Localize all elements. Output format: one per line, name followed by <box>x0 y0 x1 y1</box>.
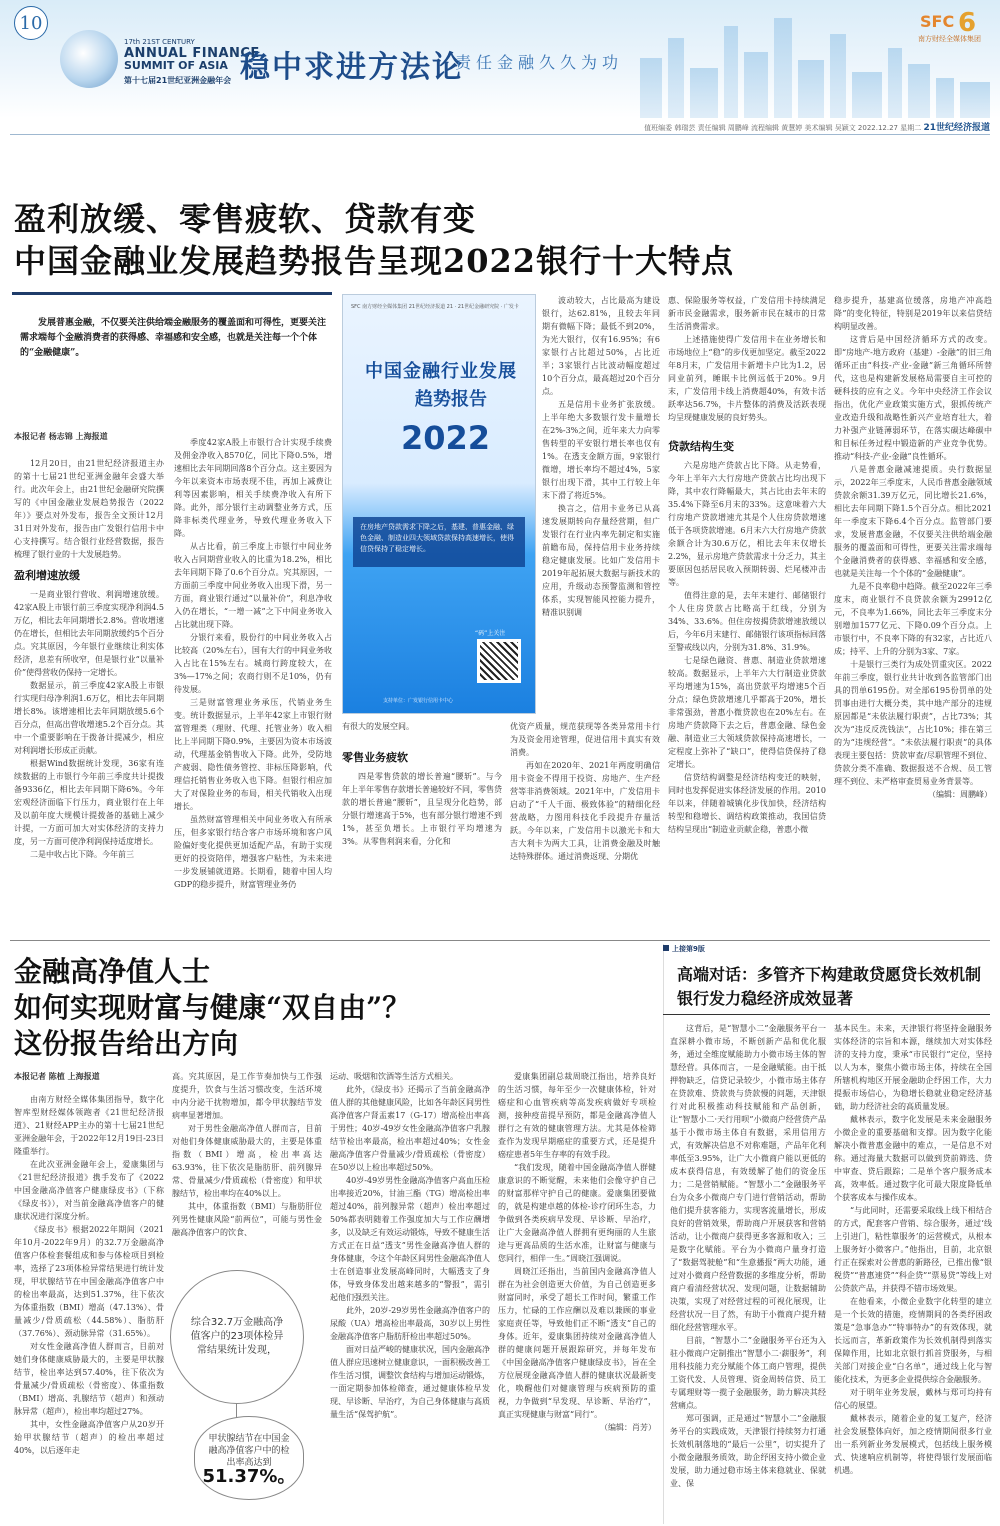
paragraph: 12月20日，由21世纪经济报道主办的第十七届21世纪亚洲金融年会盛大举行。此次年会上，由21世纪金融研究院撰写的《中国金融业发展趋势报告（2022年）》要点对外发布，报告全文预计12月31日对外发布，报告由广发银行信用卡中心支持撰写。结合银行业经营数据，报告梳理了银行业的十大发展趋势。 <box>14 459 164 559</box>
paragraph: 基本民生。未来，天津银行将坚持金融服务实体经济的宗旨和本源，继续加大对实体经济的支持力度，秉承“市民银行”定位，坚持以人为本，聚焦小微市场主体，持续在全国所辖机构地区开展金融助企纾困工作，大力提振市场信心，为稳增长稳就业稳定经济基础，助力经济社会的高质量发展。 <box>834 1024 992 1111</box>
article2-headline-line1: 金融高净值人士 <box>14 955 211 988</box>
paragraph: 二是中收占比下降。今年前三 <box>30 850 134 859</box>
conference-subname: SUMMIT OF ASIA <box>124 59 228 72</box>
paragraph: 面对日益严峻的健康状况，国内金融高净值人群应迅速树立健康意识，一面积极改善工作生活习惯，调整饮食结构与增加运动锻炼，一面定期参加体检筛查，通过健康体检早发现、早诊断、早治疗，为自己身体健康与高质量生活“保驾护航”。 <box>330 1345 490 1419</box>
paragraph: 戴林表示，随着企业的复工复产，经济社会发展整体向好，加之疫情期间很多行业出一系列新业务发展模式，包括线上服务模式、快速响应机制等，将使得银行发展面临机遇。 <box>834 1414 992 1475</box>
article1-headline-line2: 中国金融业发展趋势报告呈现2022银行十大特点 <box>14 242 735 280</box>
paragraph: 对于明年业务发展，戴林与郑可均持有信心的展望。 <box>834 1388 992 1410</box>
article1-byline: 本报记者 杨志锦 上海报道 <box>14 432 108 441</box>
paragraph: 波动较大，占比最高为建设银行，达62.81%，且较去年同期有微幅下降；最低不到20%，为光大银行，仅有16.95%；有6家银行占比超过50%，占比近半；3家银行占比波动幅度超过10个百分点，最高超过20个百分点。 <box>542 296 660 396</box>
article1-headline-line1: 盈利放缓、零售疲软、贷款有变 <box>14 200 477 238</box>
paragraph: 其中，女性金融高净值客户从20岁开始甲状腺结节（超声）的检出率超过40%，以后逐年走 <box>14 1420 164 1455</box>
paragraph: 这背后，是“智慧小二”金融服务平台一直深耕小微市场，不断创新产品和优化服务，通过全维度赋能助力小微市场主体的智慧经营。具体而言，一是金融赋能。由于抵押物缺乏，信贷记录较少，小微市场主体存在贷款难、贷款贵与贷款慢的问题，天津银行对此积极推动科技赋能和产品创新，让“智慧小二·天行用呗”小微商户经营贷产品基于小微市场主体自有数据，采用信用方式，有效解决信息不对称难题，产品年化利率低至3.95%，让广大小微商户能以更低的成本获得信息，有效缓解了他们的资金压力；二是营销赋能。“智慧小二”金融服务平台为众多小微商户专门进行营销活动，帮助他们提升获客能力，实现客流量增长，形成良好的营销效果，帮助商户开展获客和营销活动，让小微商户获得更多客源和收入；三是数字化赋能。平台为小微商户量身打造了“数据驾驶舱”和“生意播报”两大功能，通过对小微商户经营数据的多维度分析，帮助商户看清经营状况、发现问题，让数据辅助决策，实现了对经营过程的可视化展现，让经营状况一目了然，有助于小微商户提升精细化经营管理水平。 <box>670 1024 826 1332</box>
article1-subhead-loans: 贷款结构生变 <box>668 440 734 453</box>
article2-headline-line3: 这份报告给出方向 <box>14 1027 239 1060</box>
paragraph: 值得注意的是，去年末建行、邮储银行个人住房贷款占比略高于红线，分别为34%、33.6%。但住房按揭贷款增速放缓以后，今年6月末建行、邮储银行该项指标回落至警戒线以内，分别为31.8%、31.9%。 <box>668 591 826 652</box>
paragraph: 虽然财富管理相关中间业务收入有所承压，但多家银行结合客户市场环境和客户风险偏好变化提供更加适配产品，有助于实现更好的投资陪伴，增强客户粘性，为未来进一步发展铺就道路。长期看，随着中国人均GDP的稳步提升，财富管理业务仍 <box>174 815 332 889</box>
paragraph: 信贷结构调整是经济结构变迁的映射，同时也发挥促进实体经济发展的作用。2010年以来，伴随着城镇化步伐加快，经济结构转型和稳增长、调结构政策推动，我国信贷结构呈现出“制造业贡献企稳，普惠小微 <box>668 773 826 834</box>
page-number: 10 <box>14 6 48 40</box>
article1-column-7 <box>834 294 992 926</box>
paragraph: 戴林表示，数字化发展是未来金融服务小微企业的重要基础和支撑。因为数字化能解决小微普惠金融中的难点，一是信息不对称。通过海量大数据可以做到贷前筛选、贷中审查、贷后跟踪；二是单个客户服务成本高，效率低。通过数字化可最大限度降低单个获客成本与操作成本。 <box>834 1115 992 1202</box>
newspaper-name: 21世纪经济报道 <box>923 123 990 133</box>
paragraph: 分银行来看，股份行的中间业务收入占比较高（20%左右），国有大行的中间业务收入占比在15%左右。城商行跨度较大，在3%—17%之间；农商行则不足10%，仍有待发展。 <box>174 633 332 694</box>
cover-partner-logos: SFC 南方财经全媒体集团 21世纪经济报道 21 · 21世纪金融研究院 · 广发卡 <box>351 304 519 310</box>
paragraph: 有很大的发展空间。 <box>342 722 414 731</box>
paragraph: 三是财富管理业务承压，代销业务生变。统计数据显示，上半年42家上市银行财富管理类（理财、代理、托管业务）收入相比上半同期下降0.9%，主要因为资本市场波动，代理基金销售收入下降。此外，受防地产疲弱、隐性债务管控、非标压降影响，代理信托销售业务收入也下降。但银行相应加大了对保险业务的布局，相关代销收入出现增长。 <box>174 698 332 811</box>
paragraph: 《绿皮书》根据2022年期间（2021年10月-2022年9月）的32.7万金融高净值客户体检套餐组成和参与体检项目到检率，选择了23项体检异常结果进行统计发现，甲状腺结节在中国金融高净值客户中的检出率最高，达到51.37%，往下依次为体重指数（BMI）增高（47.13%）、骨量减少/骨质疏松（44.58%）、脂肪肝（37.76%）、颈动脉异常（31.65%）。 <box>14 1225 164 1338</box>
article3-headline-line1: 高端对话：多管齐下构建敢贷愿贷长效机制 <box>677 965 982 984</box>
paragraph: 周晓江还指出，当前国内金融高净值人群在为社会创造更大价值，为自己创造更多财富同时，承受了超长工作时间，繁重工作压力，忙碌的工作应酬以及难以兼顾的事业家庭责任等，导致他们正不断“透支”自己的身体。近年，爱康集团持续对金融高净值人群的健康问题开展跟踪研究，并每年发布《中国金融高净值客户健康绿皮书》，旨在全方位展现金融高净值人群的健康状况最新变化，唤醒他们对健康管理与疾病预防的重视，力争做到“早发现、早诊断、早治疗”，真正实现健康与财富“同行”。 <box>498 1267 656 1419</box>
paragraph: 六是房地产贷款占比下降。从走势看，今年上半年六大行房地产贷款占比均出现下降，其中农行降幅最大，其占比由去年末的35.4%下降至6月末的33%。这意味着六大行房地产贷款增速尤其是个人住房贷款增速低于各项贷款增速。6月末六大行房地产贷款余额合计为30.6万亿，相比去年末仅增长2.2%，显示房地产贷款需求十分乏力，其主要原因包括居民收入预期转弱、烂尾楼冲击等。 <box>668 461 826 587</box>
continued-from-label: 上接第9版 <box>672 945 705 953</box>
section-divider <box>10 940 990 941</box>
paragraph: 数据显示，前三季度42家A股上市银行实现归母净利润1.6万亿，相比去年同期增长8%。该增速相比去年同期放缓5.6个百分点，但高出营收增速5.2个百分点。其中一个重要影响在于拨备计提减少，相应对利润增长形成正贡献。 <box>14 681 164 755</box>
article3-column-2 <box>834 1022 992 1520</box>
paragraph: 此外，《绿皮书》还揭示了当前金融高净值人群的其他健康风险，比如各年龄区间男性高净值客户肾盂素17（G-17）增高检出率高于男性；40岁-49岁女性金融高净值客户乳腺结节检出率最高，检出率超过40%；女性金融高净值客户骨量减少/骨质疏松（骨密度）在50岁以上检出率超过50%。 <box>330 1085 490 1172</box>
paragraph: 五是信用卡业务扩张放缓。上半年绝大多数银行发卡量增长在2%-3%之间，近年来大力向零售转型的平安银行增长率也仅有1%。在透支金额方面，9家银行微增，增长率均不超过4%，5家银行出现下滑，其中工行较上年末下滑了将近5%。 <box>542 400 660 500</box>
paragraph: 稳步提升，基建高位缓落，房地产冲高趋降”的变化特征，特别是2019年以来信贷结构明显改善。 <box>834 296 992 331</box>
article2-editor: （编辑：肖芳） <box>600 1423 656 1432</box>
paragraph: 由南方财经全媒体集团指导，数字化智库型财经媒体领跑者《21世纪经济报道》、21财经APP主办的第十七届21世纪亚洲金融年会，于2022年12月19日-23日隆重举行。 <box>14 1095 164 1156</box>
article1-editor: （编辑：周鹏峰） <box>928 790 992 799</box>
article3-headline-rule <box>663 1014 990 1015</box>
cover-year: 2022 <box>401 419 491 457</box>
article2-headline-line2: 如何实现财富与健康“双自由”？ <box>14 991 411 1024</box>
paragraph: 这背后是中国经济循环方式的改变。即“房地产-地方政府（基建）-金融”的旧三角循环正由“科技-产业-金融”新三角循环所替代，这也是构建新发展格局需要自主可控的硬科技的应有之义。今年中央经济工作会议指出，优化产业政策实施方式，狠抓传统产业改造升级和战略性新兴产业培育壮大，着力补强产业链薄弱环节，在落实碳达峰碳中和目标任务过程中锻造新的产业竞争优势。推动“科技-产业-金融”良性循环。 <box>834 335 992 461</box>
pull-quote-circle: 综合32.7万金融高净值客户的23项体检异常结果统计发现， <box>170 1270 304 1404</box>
editor-credits <box>520 120 990 133</box>
paragraph: 上述措施使得广发信用卡在业务增长和市场地位上“稳”的步伐更加坚定。截至2022年8月末，广发信用卡新增卡户比为1.2，居同业前列，睡眠卡比例远低于20%。9月末，广发信用卡线上消费超40%，有效卡活跃率达56.7%，卡片整体的消费及活跃表现均呈现健康发展的良好势头。 <box>668 335 826 422</box>
article1-column-4 <box>542 294 660 714</box>
pull-quote-number: 51.37%。 <box>202 1466 296 1487</box>
article1-column-6 <box>668 294 826 926</box>
paragraph: 其中，体重指数（BMI）与脂肪肝位列男性健康风险“前两位”，可能与男性金融高净值客户的饮食、 <box>172 1202 322 1237</box>
report-cover-image <box>342 294 536 714</box>
article1-lede: 发展普惠金融，不仅要关注供给端金融服务的覆盖面和可得性，更要关注需求端每个金融消费者的获得感、幸福感和安全感，也就是关注每一个个体的“金融健康”。 <box>20 318 327 358</box>
sfc-logo: SFC <box>920 12 955 31</box>
paragraph: 目前，“智慧小二”金融服务平台还为入驻小微商户定制推出“智慧小二·薪服务”，利用科技能力充分赋能个体工商户管理，提供工资代发、人员管理、资金周转信贷、员工专属理财等一揽子金融服务，助力解决其经营痛点。 <box>670 1336 826 1410</box>
paragraph: “我们发现，随着中国金融高净值人群健康意识的不断觉醒，未来他们会像守护自己的财富那样守护自己的健康。爱康集团要做的，就是构建卓越的体检-诊疗闭环生态，力争做到各类疾病早发现、早诊断、早治疗，让广大金融高净值人群拥有更绚丽的人生旅途与更高品质的生活水准，让财富与健康与您同行，相伴一生。”周晓江强调说。 <box>498 1163 656 1263</box>
article2-byline: 本报记者 陈植 上海报道 <box>14 1072 100 1081</box>
paragraph: 四是零售贷款的增长普遍“腰斩”。与今年上半年零售存款增长普遍较好不同，零售贷款的增长普遍“腰斩”，且呈现分化趋势，部分银行增速高于5%，也有部分银行增速不到1%，甚至负增长。上市银行平均增速为3%。从零售利润来看，分化和 <box>342 772 502 846</box>
square-bullet-icon <box>663 945 669 951</box>
paragraph: 郑可强调，正是通过“智慧小二”金融服务平台的实践成效，天津银行持续努力打通长效机制落地的“最后一公里”，切实提升了小微金融服务质效，助企纾困支持小微企业发展，助力通过稳市场主体来稳就业、保就业、保 <box>670 1414 826 1488</box>
qr-caption: “码”上关注 <box>475 630 506 637</box>
continued-from-tag <box>663 944 705 954</box>
paragraph: 季度42家A股上市银行合计实现手续费及佣金净收入8570亿，同比下降0.5%，增速相比去年同期回落8个百分点。这主要因为今年以来资本市场表现不佳，再加上减费让利等因素影响，相关手续费净收入有所下降。此外，部分银行主动调整业务方式，压降非标类代理业务，导致代理业务收入下降。 <box>174 438 332 538</box>
paragraph: “与此同时，还需要采取线上线下相结合的方式，配套客户营销、综合服务，通过‘线上引进门，粘性靠服务’的运营模式，从根本上服务好小微客户。”他指出，目前，北京银行正在探索对公普惠的新路径，已推出像“银税贷”“普惠速贷”“科企贷”“票易贷”等线上对公贷款产品，并获得不错市场效果。 <box>834 1206 992 1293</box>
masthead-banner <box>0 0 1000 118</box>
article3-headline-line2: 银行发力稳经济成效显著 <box>677 989 854 1008</box>
column-divider <box>663 944 664 1524</box>
sfc-logo-caption: 南方财经全媒体集团 <box>918 35 981 43</box>
editor-credits-text: 值班编委 韩瑞芸 责任编辑 周鹏峰 流程编辑 黄慧婷 美术编辑 吴颖文 2022.12.27 星期二 <box>644 124 922 132</box>
article2-column-2 <box>172 1070 322 1266</box>
paragraph: 七是绿色融资、普惠、制造业贷款增速较高。数据显示，上半年六大行制造业贷款平均增速为15%，高出贷款平均增速5个百分点；绿色贷款增速几乎都高于20%，增长非常强劲，普惠小微贷款也在20%左右。在房地产贷款降下去之后，普惠金融、绿色金融、制造业三大领域贷款保持高速增长，一定程度上弥补了“缺口”，使得信贷保持了稳定增长。 <box>668 656 826 769</box>
qr-code-icon[interactable] <box>477 639 521 683</box>
banner-slogan: 稳中求进方法论 <box>240 50 464 85</box>
conference-edition: 17th 21ST CENTURY <box>124 38 195 46</box>
conference-name-cn: 第十七届21世纪亚洲金融年会 <box>124 76 232 85</box>
paragraph: 十是银行三类行为成处罚重灾区。2022年前三季度，银行业共计收到各监管部门出具的罚单6195份。对全部6195份罚单的处罚事由进行大概分类，其中地产部分的违规原因都是“未依法履行职责”，占比73%；其次为“违反反洗钱法”，占比10%；排在第三的为“违规经营”。“未依法履行职责”的具体表现主要包括：贷款审查/尽职管理不到位、贷款分类不准确、数据报送不合规、员工管理不到位、未严格审查贸易业务背景等。 <box>834 660 992 786</box>
cover-title-line2: 趋势报告 <box>415 389 487 410</box>
paragraph: 爱康集团副总裁周晓江指出，培养良好的生活习惯，每年至少一次健康体检，针对癌症和心血管疾病等高发疾病做好专项检测，接种疫苗提早预防，都是金融高净值人群行之有效的健康管理方法。尤其是体检筛查作为发现早期癌症的重要方式，还是提升癌症患者5年生存率的有效手段。 <box>498 1072 656 1159</box>
paragraph: 对于男性金融高净值人群而言，目前对他们身体健康威胁最大的，主要是体重指数（BMI）增高，检出率高达63.93%，往下依次是脂肪肝、前列腺异常、骨量减少/骨质疏松（骨密度）和甲状腺结节，检出率均在40%以上。 <box>172 1124 322 1198</box>
paragraph: 40岁-49岁男性金融高净值客户高血压检出率接近20%，甘油三酯（TG）增高检出率超过40%，前列腺异常（超声）检出率超过50%都表明随着工作强度加大与工作应酬增多，以及缺乏有效运动锻炼，导致不健康生活方式正在日益“透支”男性金融高净值人群的身体健康，令这个年龄区间男性金融高净值人士在创造事业发展高峰同时，大幅透支了身体，导致身体发出越来越多的“警报”，需引起他们强烈关注。 <box>330 1176 490 1302</box>
article2-column-4 <box>498 1070 656 1520</box>
article1-column-1 <box>14 430 164 925</box>
banner-slogan-sub: 责任金融久久为功 <box>455 53 624 72</box>
sfc-anniversary-mark: 6 <box>958 8 977 38</box>
article1-subhead-retail: 零售业务疲软 <box>342 751 408 764</box>
paragraph: 惠、保险服务等权益，广发信用卡持续满足新市民金融需求，服务新市民在城市的日常生活消费需求。 <box>668 296 826 331</box>
article1-column-3 <box>342 720 502 926</box>
paragraph: 九是不良率稳中趋降。截至2022年三季度末，商业银行不良贷款余额为29912亿元，不良率为1.66%，同比去年三季度末分别增加1577亿元、下降0.09个百分点。上市银行中，不良率下降的有32家，占比近八成；持平、上升的分别为3家、7家。 <box>834 582 992 656</box>
paragraph: 在此次亚洲金融年会上，爱康集团与《21世纪经济报道》携手发布了《2022中国金融高净值客户健康绿皮书》（下称《绿皮书》），对当前金融高净值客户的健康状况进行深度分析。 <box>14 1160 164 1221</box>
article2-column-1 <box>14 1070 164 1520</box>
paragraph: 根据Wind数据统计发现，36家有连续数据的上市银行今年前三季度共计提拨备9336亿，相比去年同期下降6%。今年宏观经济面临下行压力，商业银行在上年及以前年度大规模计提拨备的基础上减少计提，一方面可加大对实体经济的支持力度，另一方面可使净利润保持适度增长。 <box>14 759 164 846</box>
paragraph: 换言之，信用卡业务已从高速发展期转向存量经营期，但广发银行在行业内率先制定和实施前瞻布局，保持信用卡业务持续稳定健康发展。比如广发信用卡2019年起拓展大数据与新技术的应用，升级动态预警监测和管控体系，实现智能风控能力提升，精准识别调 <box>542 504 660 617</box>
conference-name: ANNUAL FINANCE <box>124 46 260 61</box>
article1-subhead-profit: 盈利增速放缓 <box>14 569 80 582</box>
article1-lede-rule <box>12 292 332 295</box>
pull-quote-graphic <box>170 1270 304 1510</box>
article2-column-3 <box>330 1070 490 1520</box>
pull-quote-highlight <box>194 1416 304 1500</box>
cover-support-unit: 支持单位：广发银行信用卡中心 <box>383 698 454 704</box>
paragraph: 从占比看，前三季度上市银行中间业务收入占同期营业收入的比重为18.2%，相比去年同期下降了0.6个百分点。究其原因，一方面前三季度中间业务收入出现下滑，另一方面，商业银行通过“以量补价”，利息净收入仍在增长，“一增一减”之下中间业务收入占比就出现下降。 <box>174 542 332 629</box>
paragraph: 运动、吸烟和饮酒等生活方式相关。 <box>330 1072 458 1081</box>
paragraph: 优资产质量，规范获现等各类异常用卡行为及资金用途管理，促进信用卡真实有效消费。 <box>510 722 660 757</box>
article1-column-2 <box>174 436 332 926</box>
header-divider <box>10 134 990 135</box>
pull-quote-text: 甲状腺结节在中国金融高净值客户中的检出率高达到 <box>208 1434 290 1468</box>
globe-logo-icon <box>60 30 118 88</box>
paragraph: 对女性金融高净值人群而言，目前对她们身体健康威胁最大的，主要是甲状腺结节，检出率达到57.40%，往下依次为骨量减少/骨质疏松（骨密度）、体重指数（BMI）增高、乳腺结节（超声）和颈动脉异常（超声），检出率均超过27%。 <box>14 1342 164 1416</box>
cover-title-line1: 中国金融行业发展 <box>365 361 517 382</box>
article3-column-1 <box>670 1022 826 1520</box>
paragraph: 一是商业银行营收、利润增速放缓。42家A股上市银行前三季度实现净利润4.5万亿，相比去年同期增长2.8%。营收增速仍在增长，但相比去年同期放缓约5个百分点。究其原因，今年银行业继续让利实体经济，息差有所收窄，但是银行业“以量补价”使得营收仍保持一定增长。 <box>14 590 164 677</box>
paragraph: 在他看来，小微企业数字化转型的建立是一个长效的措施，疫情期间的各类纾困政策是“急事急办”“特事特办”的有效体现，就长远而言，革新政策作为长效机制得到落实保障作用，比如北京银行抓首贷服务，与相关部门对接企业“白名单”，通过线上化与智能化技术，为更多企业提供综合金融服务。 <box>834 1297 992 1384</box>
article1-column-5 <box>510 720 660 926</box>
paragraph: 八是普惠金融减速提质。央行数据显示，2022年三季度末，人民币普惠金融领域贷款余额31.39万亿元，同比增长21.6%，相比去年同期下降1.5个百分点。相比2021年一季度末下降6.4个百分点。监管部门要求，发展普惠金融，不仅要关注供给端金融服务的覆盖面和可得性，更要关注需求端每个金融消费者的获得感、幸福感和安全感，也就是关注每一个个体的“金融健康”。 <box>834 465 992 578</box>
paragraph: 此外，20岁-29岁男性金融高净值客户的尿酸（UA）增高检出率最高，30岁以上男性金融高净值客户脂肪肝检出率超过50%。 <box>330 1306 490 1341</box>
paragraph: 高。究其原因，是工作节奏加快与工作强度提升，饮食与生活习惯改变，生活环境中内分泌干扰物增加，都令甲状腺结节发病率显著增加。 <box>172 1072 322 1120</box>
paragraph: 再如在2020年、2021年两度明确信用卡资金不得用于投资、房地产、生产经营等非消费领域。2021年中，广发信用卡启动了“千人千面、极致体验”的精细化经营战略，力图用科技化手段提升存量活跃。今年以来，广发信用卡以激光卡和大吉大利卡为两大工具，让消费金融及时触达特殊群体。通过消费返现、分期优 <box>510 761 660 861</box>
cover-caption-box: 在房地产贷款需求下降之后，基建、普惠金融、绿色金融、制造业四大领域贷款保持高速增长，使得信贷保持了稳定增长。 <box>353 517 525 567</box>
